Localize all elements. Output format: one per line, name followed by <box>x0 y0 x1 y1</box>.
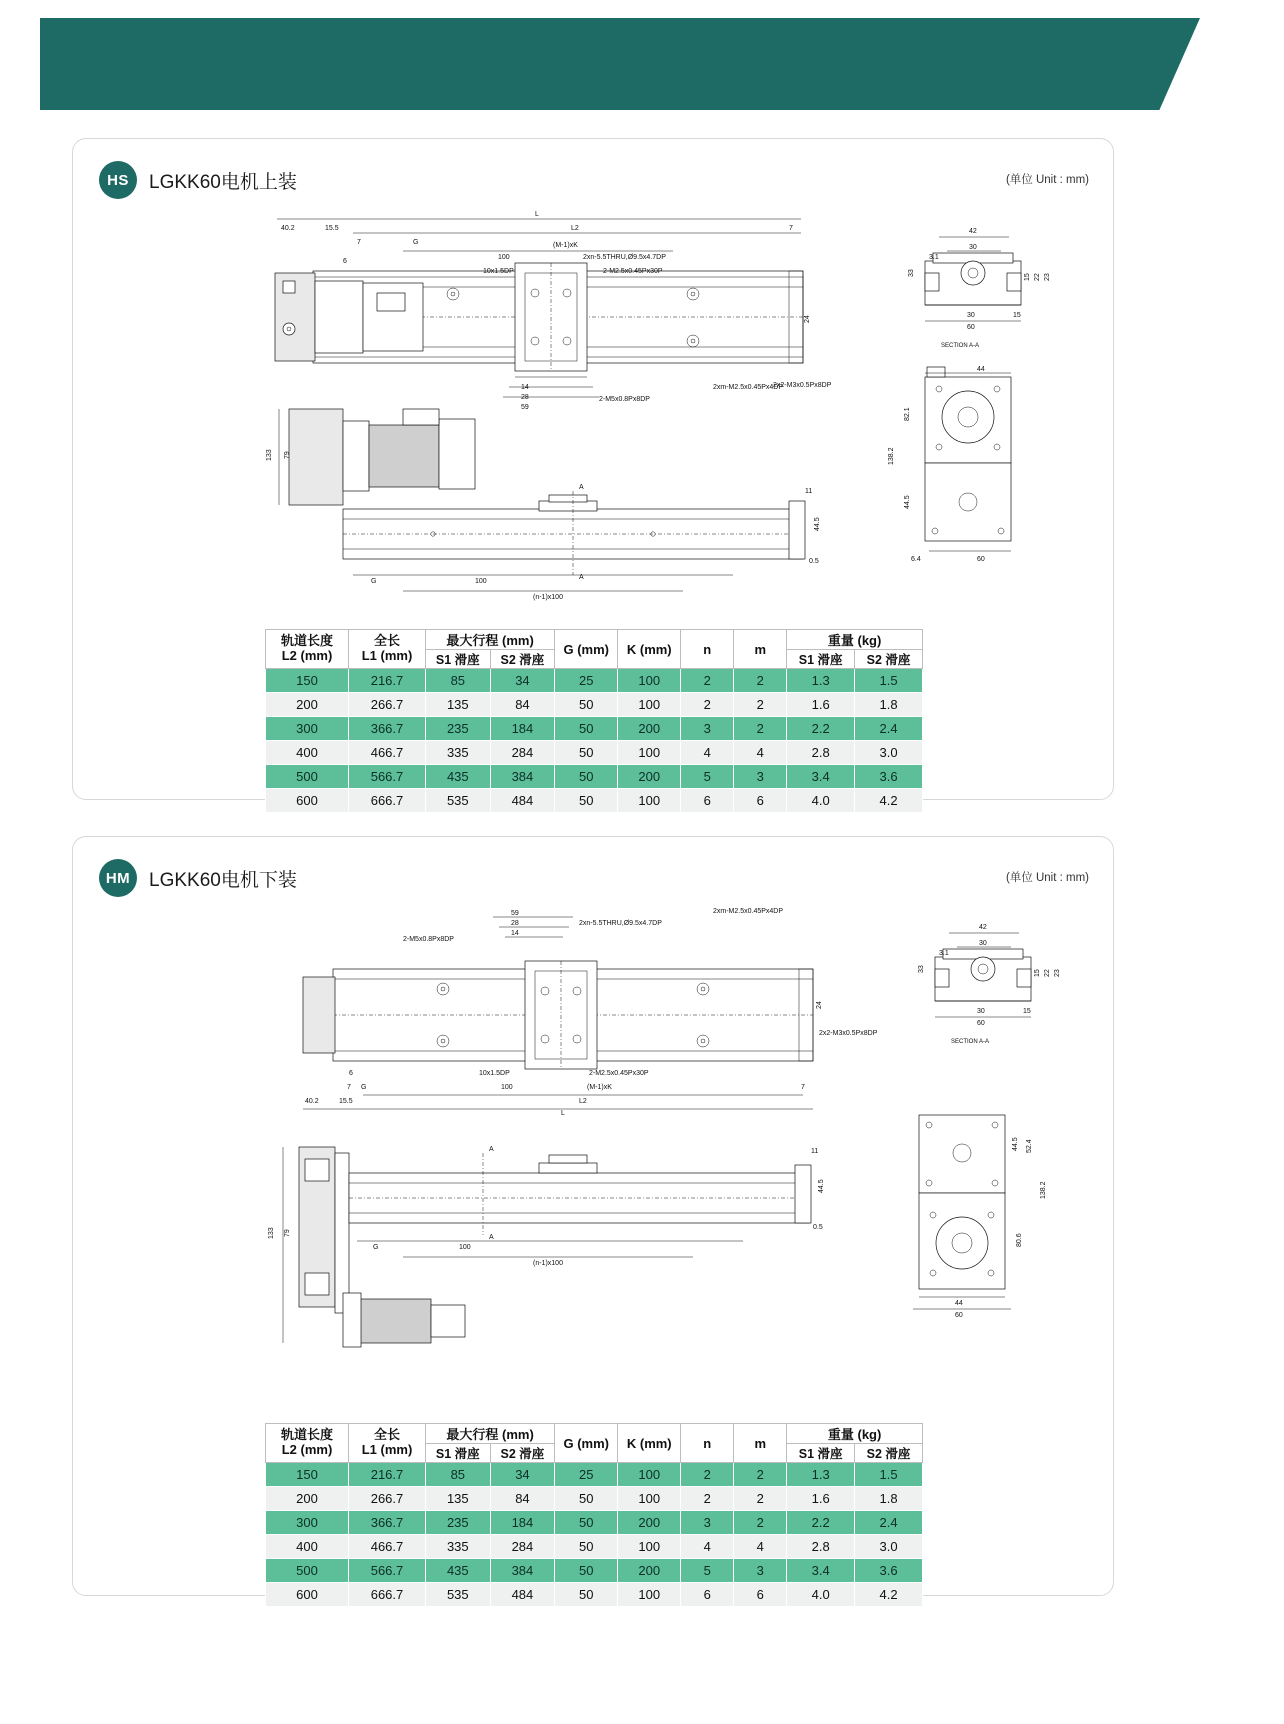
cell-g: 50 <box>555 765 618 789</box>
th-k: K (mm) <box>618 1424 681 1463</box>
cell-k: 100 <box>618 1583 681 1607</box>
cell-w1: 2.8 <box>787 741 855 765</box>
cell-s1: 435 <box>426 1559 491 1583</box>
cell-n: 4 <box>681 1535 734 1559</box>
cell-k: 100 <box>618 669 681 693</box>
svg-text:40.2: 40.2 <box>305 1098 319 1105</box>
cell-w1: 4.0 <box>787 789 855 813</box>
svg-text:11: 11 <box>811 1148 819 1155</box>
cell-s2: 484 <box>490 789 555 813</box>
cell-l1: 216.7 <box>349 669 426 693</box>
cell-w2: 2.4 <box>855 1511 923 1535</box>
cell-n: 4 <box>681 741 734 765</box>
cell-s2: 384 <box>490 765 555 789</box>
table-row <box>266 1463 923 1487</box>
cell-s2: 184 <box>490 1511 555 1535</box>
svg-text:42: 42 <box>979 924 987 931</box>
cell-g: 50 <box>555 693 618 717</box>
cell-m: 3 <box>734 1559 787 1583</box>
th-weight: 重量 (kg) <box>787 630 923 650</box>
cell-g: 50 <box>555 717 618 741</box>
cell-k: 200 <box>618 1559 681 1583</box>
th-n: n <box>681 1424 734 1463</box>
cell-l1: 566.7 <box>349 765 426 789</box>
cell-w2: 2.4 <box>855 717 923 741</box>
svg-text:2-M2.5x0.45Px30P: 2-M2.5x0.45Px30P <box>603 268 663 275</box>
cell-k: 200 <box>618 765 681 789</box>
svg-text:(n-1)x100: (n-1)x100 <box>533 594 563 601</box>
cell-l1: 466.7 <box>349 741 426 765</box>
section-title-hm: LGKK60电机下装 <box>149 870 297 891</box>
svg-text:33: 33 <box>918 965 925 973</box>
cell-w2: 1.5 <box>855 669 923 693</box>
cell-l1: 566.7 <box>349 1559 426 1583</box>
svg-text:23: 23 <box>1054 969 1061 977</box>
cell-k: 100 <box>618 1535 681 1559</box>
svg-text:15: 15 <box>1024 273 1031 281</box>
cell-w1: 2.2 <box>787 717 855 741</box>
cell-k: 200 <box>618 1511 681 1535</box>
svg-text:28: 28 <box>521 394 529 401</box>
cell-l1: 366.7 <box>349 717 426 741</box>
svg-text:44.5: 44.5 <box>904 495 911 509</box>
table-row <box>266 693 923 717</box>
svg-text:7: 7 <box>789 225 793 232</box>
svg-text:2-M2.5x0.45Px30P: 2-M2.5x0.45Px30P <box>589 1070 649 1077</box>
th-w2: S2 滑座 <box>855 650 923 669</box>
th-w2: S2 滑座 <box>855 1444 923 1463</box>
cell-s2: 84 <box>490 693 555 717</box>
cell-w1: 3.4 <box>787 1559 855 1583</box>
cell-w2: 3.0 <box>855 741 923 765</box>
svg-text:G: G <box>371 578 377 585</box>
svg-text:L2: L2 <box>571 225 579 232</box>
svg-text:14: 14 <box>511 930 519 937</box>
cell-k: 200 <box>618 717 681 741</box>
table-row <box>266 1535 923 1559</box>
front-view-hs <box>253 397 873 617</box>
cell-s1: 135 <box>426 693 491 717</box>
section-badge-hs: HS <box>99 161 137 199</box>
svg-text:10x1.5DP: 10x1.5DP <box>479 1070 510 1077</box>
cell-g: 50 <box>555 741 618 765</box>
th-s1: S1 滑座 <box>426 650 491 669</box>
table-row <box>266 1559 923 1583</box>
cell-n: 2 <box>681 1463 734 1487</box>
th-w1: S1 滑座 <box>787 1444 855 1463</box>
svg-text:SECTION A-A: SECTION A-A <box>941 343 980 349</box>
cell-n: 3 <box>681 1511 734 1535</box>
svg-text:7: 7 <box>801 1084 805 1091</box>
svg-text:14: 14 <box>521 384 529 391</box>
table-row <box>266 1511 923 1535</box>
cell-s1: 335 <box>426 1535 491 1559</box>
cell-l2: 200 <box>266 1487 349 1511</box>
cell-k: 100 <box>618 741 681 765</box>
cell-g: 50 <box>555 1511 618 1535</box>
svg-text:6.4: 6.4 <box>911 556 921 563</box>
top-view-hm <box>243 899 883 1119</box>
svg-text:79: 79 <box>284 1229 291 1237</box>
cell-s1: 235 <box>426 1511 491 1535</box>
th-g: G (mm) <box>555 1424 618 1463</box>
cell-l1: 266.7 <box>349 1487 426 1511</box>
svg-text:2xn-5.5THRU,Ø9.5x4.7DP: 2xn-5.5THRU,Ø9.5x4.7DP <box>583 254 666 261</box>
svg-text:138.2: 138.2 <box>888 447 895 465</box>
cell-g: 50 <box>555 1559 618 1583</box>
cell-n: 5 <box>681 1559 734 1583</box>
cell-k: 100 <box>618 1487 681 1511</box>
svg-text:11: 11 <box>805 488 813 495</box>
svg-text:G: G <box>413 239 419 246</box>
svg-text:2-M5x0.8Px8DP: 2-M5x0.8Px8DP <box>599 396 650 403</box>
svg-text:7: 7 <box>357 239 361 246</box>
cell-l2: 150 <box>266 1463 349 1487</box>
svg-text:0.5: 0.5 <box>813 1224 823 1231</box>
th-k: K (mm) <box>618 630 681 669</box>
cell-l2: 600 <box>266 789 349 813</box>
svg-text:100: 100 <box>501 1084 513 1091</box>
cell-s2: 484 <box>490 1583 555 1607</box>
svg-text:G: G <box>373 1244 379 1251</box>
cell-g: 25 <box>555 669 618 693</box>
cell-k: 100 <box>618 693 681 717</box>
cell-w2: 4.2 <box>855 1583 923 1607</box>
svg-text:7: 7 <box>347 1084 351 1091</box>
table-row <box>266 717 923 741</box>
cell-s2: 284 <box>490 741 555 765</box>
svg-text:A: A <box>489 1234 494 1241</box>
unit-note-hs: (单位 Unit : mm) <box>1005 174 1089 186</box>
th-l1-line2: L1 (mm) <box>361 648 413 663</box>
cell-s2: 384 <box>490 1559 555 1583</box>
svg-text:44.5: 44.5 <box>818 1179 825 1193</box>
cell-s2: 84 <box>490 1487 555 1511</box>
th-weight: 重量 (kg) <box>787 1424 923 1444</box>
cell-m: 2 <box>734 669 787 693</box>
th-s2: S2 滑座 <box>490 650 555 669</box>
section-card-hs <box>72 138 1114 808</box>
unit-note-hm: (单位 Unit : mm) <box>1005 872 1089 884</box>
svg-text:(n-1)x100: (n-1)x100 <box>533 1260 563 1267</box>
svg-text:22: 22 <box>1034 273 1041 281</box>
cell-m: 2 <box>734 1511 787 1535</box>
svg-text:A: A <box>489 1146 494 1153</box>
th-l1-line1: 全长 <box>373 1427 400 1443</box>
svg-text:60: 60 <box>977 1020 985 1027</box>
cell-k: 100 <box>618 789 681 813</box>
svg-text:(M-1)xK: (M-1)xK <box>587 1084 612 1091</box>
svg-text:30: 30 <box>979 940 987 947</box>
svg-text:L2: L2 <box>579 1098 587 1105</box>
svg-text:10x1.5DP: 10x1.5DP <box>483 268 514 275</box>
svg-text:42: 42 <box>969 228 977 235</box>
cell-w1: 1.3 <box>787 1463 855 1487</box>
cell-l2: 300 <box>266 717 349 741</box>
cell-l1: 666.7 <box>349 1583 426 1607</box>
cell-l2: 400 <box>266 741 349 765</box>
cell-l2: 300 <box>266 1511 349 1535</box>
cell-n: 2 <box>681 1487 734 1511</box>
cell-s2: 34 <box>490 669 555 693</box>
cell-n: 6 <box>681 789 734 813</box>
cell-m: 2 <box>734 693 787 717</box>
cell-m: 4 <box>734 741 787 765</box>
th-m: m <box>734 630 787 669</box>
cell-l1: 466.7 <box>349 1535 426 1559</box>
cell-w1: 3.4 <box>787 765 855 789</box>
svg-text:100: 100 <box>498 254 510 261</box>
cell-w1: 4.0 <box>787 1583 855 1607</box>
cell-s1: 85 <box>426 1463 491 1487</box>
cell-s1: 235 <box>426 717 491 741</box>
svg-text:59: 59 <box>511 910 519 917</box>
th-l2-line2: L2 (mm) <box>281 1442 333 1457</box>
cell-l2: 500 <box>266 1559 349 1583</box>
svg-text:52.4: 52.4 <box>1026 1139 1033 1153</box>
svg-text:82.1: 82.1 <box>904 407 911 421</box>
cell-n: 2 <box>681 669 734 693</box>
th-l1-line2: L1 (mm) <box>361 1442 413 1457</box>
svg-text:22: 22 <box>1044 969 1051 977</box>
svg-text:30: 30 <box>967 312 975 319</box>
svg-text:15: 15 <box>1013 312 1021 319</box>
svg-text:79: 79 <box>284 451 291 459</box>
th-l2-line1: 轨道长度 <box>280 633 333 649</box>
svg-text:138.2: 138.2 <box>1040 1181 1047 1199</box>
front-view-hm <box>243 1123 883 1353</box>
svg-text:2xm-M2.5x0.45Px4DP: 2xm-M2.5x0.45Px4DP <box>713 384 784 391</box>
svg-text:15: 15 <box>1023 1008 1031 1015</box>
drawing-area-hm <box>73 899 1113 1417</box>
cell-s1: 135 <box>426 1487 491 1511</box>
svg-text:60: 60 <box>967 324 975 331</box>
svg-text:33: 33 <box>908 269 915 277</box>
cell-s1: 535 <box>426 1583 491 1607</box>
cell-s1: 435 <box>426 765 491 789</box>
section-view-hm <box>873 907 1103 1057</box>
svg-text:2-M5x0.8Px8DP: 2-M5x0.8Px8DP <box>403 936 454 943</box>
th-n: n <box>681 630 734 669</box>
svg-text:44: 44 <box>955 1300 963 1307</box>
section-badge-hm: HM <box>99 859 137 897</box>
th-l2-line2: L2 (mm) <box>281 648 333 663</box>
cell-g: 25 <box>555 1463 618 1487</box>
th-s1: S1 滑座 <box>426 1444 491 1463</box>
svg-text:44.5: 44.5 <box>1012 1137 1019 1151</box>
section-view-hs <box>863 211 1093 361</box>
cell-l2: 500 <box>266 765 349 789</box>
svg-text:15: 15 <box>1034 969 1041 977</box>
side-view-hm <box>873 1095 1093 1345</box>
svg-text:3.1: 3.1 <box>929 254 939 261</box>
cell-w2: 3.6 <box>855 765 923 789</box>
cell-s1: 335 <box>426 741 491 765</box>
table-row <box>266 765 923 789</box>
table-row <box>266 1487 923 1511</box>
svg-text:30: 30 <box>977 1008 985 1015</box>
svg-text:6: 6 <box>343 258 347 265</box>
top-banner <box>40 18 1200 110</box>
section-card-hm <box>72 836 1114 1602</box>
spec-table-hm <box>265 1423 923 1607</box>
svg-text:80.6: 80.6 <box>1016 1233 1023 1247</box>
svg-text:15.5: 15.5 <box>325 225 339 232</box>
cell-w2: 1.8 <box>855 693 923 717</box>
section-title-hs: LGKK60电机上装 <box>149 172 297 193</box>
cell-l2: 600 <box>266 1583 349 1607</box>
cell-w2: 4.2 <box>855 789 923 813</box>
svg-text:SECTION A-A: SECTION A-A <box>951 1039 990 1045</box>
svg-text:24: 24 <box>816 1001 823 1009</box>
cell-m: 2 <box>734 1463 787 1487</box>
cell-w2: 3.0 <box>855 1535 923 1559</box>
cell-w1: 1.6 <box>787 693 855 717</box>
cell-n: 6 <box>681 1583 734 1607</box>
th-g: G (mm) <box>555 630 618 669</box>
table-row <box>266 741 923 765</box>
cell-g: 50 <box>555 1583 618 1607</box>
svg-text:0.5: 0.5 <box>809 558 819 565</box>
cell-m: 6 <box>734 1583 787 1607</box>
svg-text:3.1: 3.1 <box>939 950 949 957</box>
svg-text:44: 44 <box>977 366 985 373</box>
svg-text:A: A <box>579 574 584 581</box>
cell-s2: 284 <box>490 1535 555 1559</box>
svg-text:2x2-M3x0.5Px8DP: 2x2-M3x0.5Px8DP <box>819 1030 878 1037</box>
svg-text:28: 28 <box>511 920 519 927</box>
cell-s2: 34 <box>490 1463 555 1487</box>
cell-l2: 150 <box>266 669 349 693</box>
cell-n: 2 <box>681 693 734 717</box>
cell-l1: 266.7 <box>349 693 426 717</box>
cell-w1: 2.2 <box>787 1511 855 1535</box>
cell-m: 2 <box>734 1487 787 1511</box>
cell-n: 3 <box>681 717 734 741</box>
cell-m: 3 <box>734 765 787 789</box>
cell-w1: 1.6 <box>787 1487 855 1511</box>
cell-s1: 85 <box>426 669 491 693</box>
cell-l2: 200 <box>266 693 349 717</box>
side-view-hs <box>873 359 1093 589</box>
svg-text:23: 23 <box>1044 273 1051 281</box>
svg-text:24: 24 <box>804 315 811 323</box>
svg-text:2x2-M3x0.5Px8DP: 2x2-M3x0.5Px8DP <box>773 382 832 389</box>
cell-w2: 1.8 <box>855 1487 923 1511</box>
svg-text:133: 133 <box>268 1227 275 1239</box>
table-row <box>266 669 923 693</box>
th-s2: S2 滑座 <box>490 1444 555 1463</box>
svg-text:44.5: 44.5 <box>814 517 821 531</box>
cell-g: 50 <box>555 789 618 813</box>
cell-s1: 535 <box>426 789 491 813</box>
svg-text:L: L <box>535 211 539 218</box>
cell-l2: 400 <box>266 1535 349 1559</box>
table-row <box>266 1583 923 1607</box>
cell-n: 5 <box>681 765 734 789</box>
svg-text:100: 100 <box>475 578 487 585</box>
th-l2-line1: 轨道长度 <box>280 1427 333 1443</box>
svg-text:L: L <box>561 1110 565 1117</box>
cell-s2: 184 <box>490 717 555 741</box>
th-w1: S1 滑座 <box>787 650 855 669</box>
drawing-area-hs <box>73 201 1113 621</box>
svg-text:60: 60 <box>955 1312 963 1319</box>
svg-text:G: G <box>361 1084 367 1091</box>
cell-w2: 3.6 <box>855 1559 923 1583</box>
svg-text:2xn-5.5THRU,Ø9.5x4.7DP: 2xn-5.5THRU,Ø9.5x4.7DP <box>579 920 662 927</box>
cell-w1: 2.8 <box>787 1535 855 1559</box>
table-row <box>266 789 923 813</box>
svg-text:60: 60 <box>977 556 985 563</box>
svg-text:2xm-M2.5x0.45Px4DP: 2xm-M2.5x0.45Px4DP <box>713 908 784 915</box>
cell-l1: 666.7 <box>349 789 426 813</box>
cell-g: 50 <box>555 1535 618 1559</box>
svg-text:A: A <box>579 484 584 491</box>
svg-text:6: 6 <box>349 1070 353 1077</box>
th-stroke: 最大行程 (mm) <box>426 630 555 650</box>
svg-text:100: 100 <box>459 1244 471 1251</box>
cell-m: 2 <box>734 717 787 741</box>
svg-text:59: 59 <box>521 404 529 411</box>
th-stroke: 最大行程 (mm) <box>426 1424 555 1444</box>
cell-l1: 366.7 <box>349 1511 426 1535</box>
svg-text:15.5: 15.5 <box>339 1098 353 1105</box>
cell-m: 4 <box>734 1535 787 1559</box>
th-m: m <box>734 1424 787 1463</box>
svg-text:30: 30 <box>969 244 977 251</box>
cell-w2: 1.5 <box>855 1463 923 1487</box>
cell-l1: 216.7 <box>349 1463 426 1487</box>
cell-w1: 1.3 <box>787 669 855 693</box>
th-l1-line1: 全长 <box>373 633 400 649</box>
cell-m: 6 <box>734 789 787 813</box>
spec-table-hs <box>265 629 923 813</box>
svg-text:133: 133 <box>266 449 273 461</box>
svg-text:(M-1)xK: (M-1)xK <box>553 242 578 249</box>
cell-g: 50 <box>555 1487 618 1511</box>
svg-text:40.2: 40.2 <box>281 225 295 232</box>
cell-k: 100 <box>618 1463 681 1487</box>
